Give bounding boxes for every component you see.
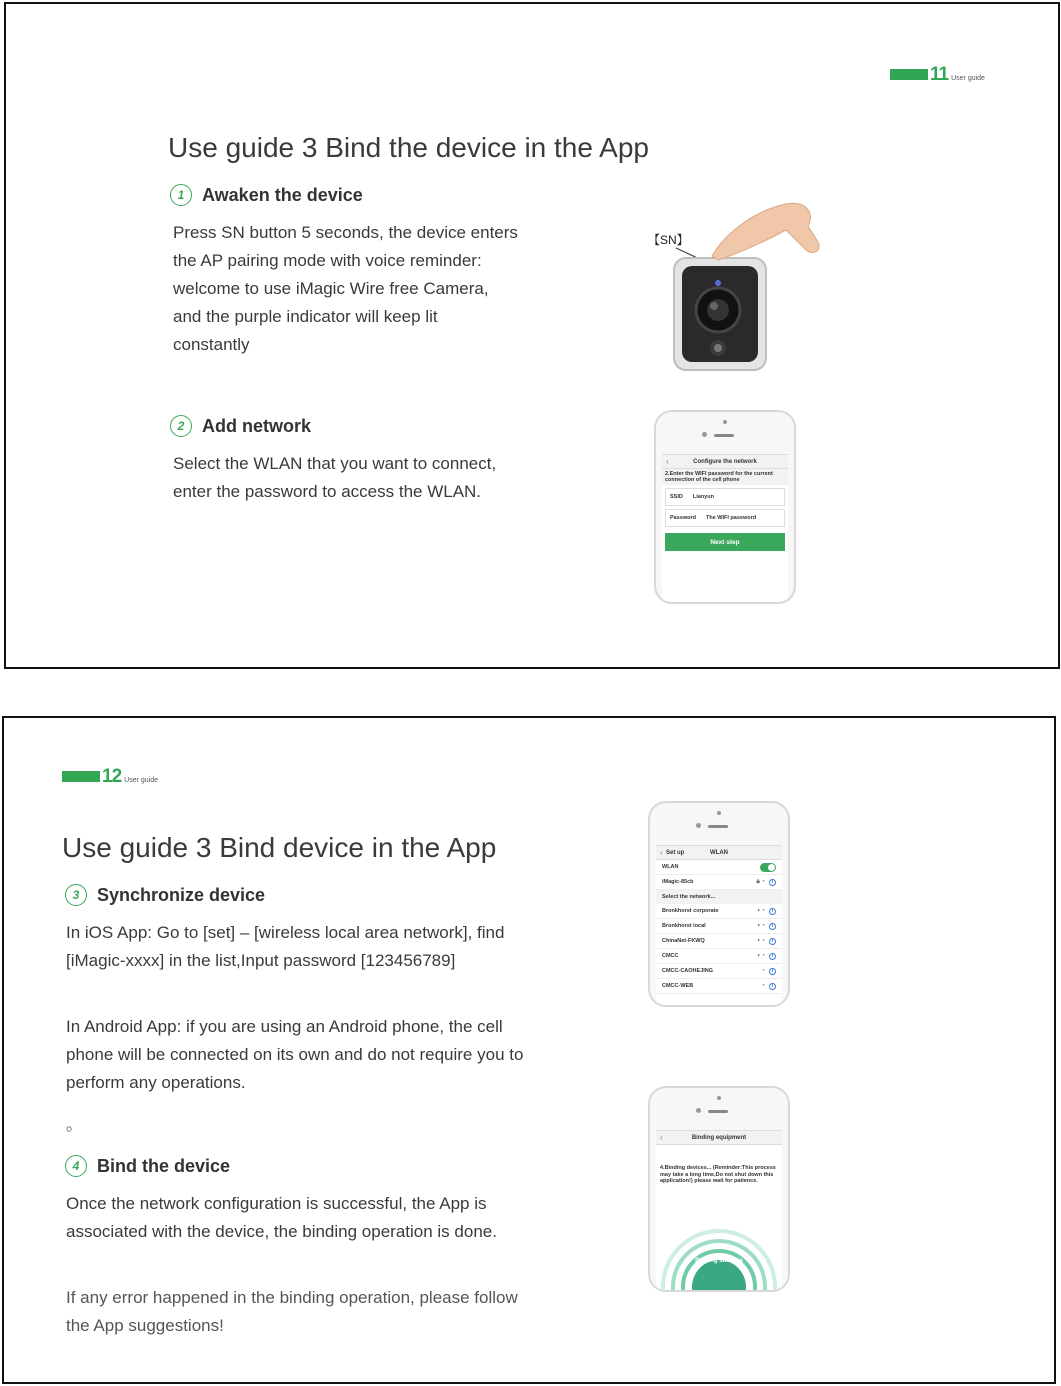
page-12 <box>2 716 1056 1384</box>
connected-network-row[interactable] <box>656 875 782 890</box>
step-2-body: Select the WLAN that you want to connect, enter the password to access the WLAN. <box>173 454 497 501</box>
phone-camera-dot <box>717 811 721 815</box>
header-label: User guide <box>951 75 985 82</box>
password-label: Password <box>670 515 696 521</box>
phone-speaker <box>714 434 734 437</box>
network-row[interactable] <box>656 919 782 934</box>
phone-speaker <box>708 825 728 828</box>
step-4-note: If any error happened in the binding operation, please follow the App suggestions! <box>66 1288 518 1335</box>
ssid-field[interactable] <box>665 488 785 506</box>
network-list <box>656 904 782 994</box>
step-3-android-body: In Android App: if you are using an Android phone, the cell phone will be connected on its own and do not require you to perform any operations. <box>66 1017 524 1092</box>
nav-title: WLAN <box>710 849 728 856</box>
step-title: Bind the device <box>97 1155 231 1176</box>
network-name: CMCC-CAOHEJING <box>662 968 714 974</box>
step-number-badge: 3 <box>65 884 87 906</box>
network-row[interactable] <box>656 934 782 949</box>
network-name: CMCC-WEB <box>662 983 694 989</box>
sn-label: 【SN】 <box>648 233 689 247</box>
step-title: Synchronize device <box>97 884 266 905</box>
network-name: iMagic-85cb <box>662 879 694 885</box>
phone-binding-equipment <box>648 1086 790 1292</box>
lock-wifi-icon: • ◔ <box>757 908 765 914</box>
phone-screen <box>662 454 788 604</box>
step-3-ios-body: In iOS App: Go to [set] – [wireless local area network], find [iMagic-xxxx] in the list,Input password [123456789] <box>66 923 505 970</box>
step-number-badge: 4 <box>65 1155 87 1177</box>
lock-wifi-icon: • ◔ <box>757 953 765 959</box>
step-title: Add network <box>202 415 312 436</box>
network-row[interactable] <box>656 964 782 979</box>
back-chevron-icon[interactable]: ‹ <box>660 848 663 857</box>
info-icon[interactable]: i <box>769 923 776 930</box>
instruction-text: 2.Enter the WIFI password for the current connection of the cell phone <box>662 469 788 485</box>
info-icon[interactable]: i <box>769 953 776 960</box>
step-4-body: Once the network configuration is successful, the App is associated with the device, the binding operation is done. <box>66 1194 497 1241</box>
phone-speaker <box>708 1110 728 1113</box>
phone-configure-network <box>654 410 796 604</box>
phone-navbar <box>656 1131 782 1145</box>
step-number-badge: 2 <box>170 415 192 437</box>
lock-wifi-icon: 🔒︎ ◔ <box>756 878 765 885</box>
phone-camera-dot <box>717 1096 721 1100</box>
wlan-toggle[interactable] <box>760 863 776 872</box>
phone-navbar <box>662 455 788 469</box>
network-row[interactable] <box>656 979 782 994</box>
binding-status: Binding success <box>695 1258 743 1264</box>
step-2-heading <box>170 415 311 437</box>
phone-screen <box>656 1130 782 1292</box>
page-title: Use guide 3 Bind device in the App <box>62 832 497 863</box>
page-header <box>890 64 985 86</box>
phone-wlan-list <box>648 801 790 1007</box>
ssid-label: SSID <box>670 494 683 500</box>
network-name: ChinaNet-FKWQ <box>662 938 705 944</box>
network-row[interactable] <box>656 949 782 964</box>
lock-wifi-icon: • ◔ <box>757 923 765 929</box>
page-title: Use guide 3 Bind the device in the App <box>168 132 650 163</box>
phone-sensor-dot <box>702 432 707 437</box>
info-icon[interactable]: i <box>769 879 776 886</box>
page-11 <box>4 2 1060 669</box>
step-4-heading <box>65 1155 230 1177</box>
wifi-icon: ◔ <box>761 983 765 989</box>
password-placeholder: The WIFI password <box>705 515 757 521</box>
info-icon[interactable]: i <box>769 968 776 975</box>
info-icon[interactable]: i <box>769 938 776 945</box>
phone-sensor-dot <box>696 1108 701 1113</box>
wlan-label: WLAN <box>662 864 679 870</box>
network-name: CMCC <box>662 953 679 959</box>
step-number-badge: 1 <box>170 184 192 206</box>
phone-screen <box>656 845 782 1007</box>
step-1-body: Press SN button 5 seconds, the device enters the AP pairing mode with voice reminder: welcome to use iMagic Wire free Camera, and the purple indicator will keep lit constantly <box>173 223 518 354</box>
phone-sensor-dot <box>696 823 701 828</box>
select-network-header: Select the network... <box>656 890 782 904</box>
wifi-icon: ◔ <box>761 968 765 974</box>
page-number: 12 <box>102 766 122 787</box>
nav-title: Configure the network <box>693 458 757 465</box>
phone-camera-dot <box>723 420 727 424</box>
trailing-mark: 。 <box>66 1115 83 1134</box>
info-icon[interactable]: i <box>769 983 776 990</box>
lock-wifi-icon: • ◔ <box>757 938 765 944</box>
phone-navbar <box>656 846 782 860</box>
back-label[interactable]: Set up <box>666 849 685 856</box>
ssid-value: Lianyun <box>692 494 714 500</box>
next-step-button[interactable]: Next step <box>665 533 785 551</box>
header-label: User guide <box>124 777 158 784</box>
password-field[interactable] <box>665 509 785 527</box>
network-name: Bronkhorst local <box>662 923 706 929</box>
nav-title: Binding equipment <box>691 1134 747 1141</box>
back-chevron-icon[interactable]: ‹ <box>666 457 669 466</box>
page-header <box>62 766 158 788</box>
step-1-heading <box>170 184 363 206</box>
wlan-toggle-row <box>656 860 782 875</box>
binding-message: 4.Binding devices... (Reminder:This process may take a long time,Do not shut down this application!) please wait for patience. <box>660 1165 776 1184</box>
info-icon[interactable]: i <box>769 908 776 915</box>
header-bar <box>890 69 928 80</box>
page-number: 11 <box>930 64 949 85</box>
network-row[interactable] <box>656 904 782 919</box>
header-bar <box>62 771 100 782</box>
step-title: Awaken the device <box>202 184 363 205</box>
step-3-heading <box>65 884 265 906</box>
network-name: Bronkhorst corporate <box>662 908 719 914</box>
back-chevron-icon[interactable]: ‹ <box>660 1133 663 1142</box>
camera-illustration <box>646 190 846 380</box>
